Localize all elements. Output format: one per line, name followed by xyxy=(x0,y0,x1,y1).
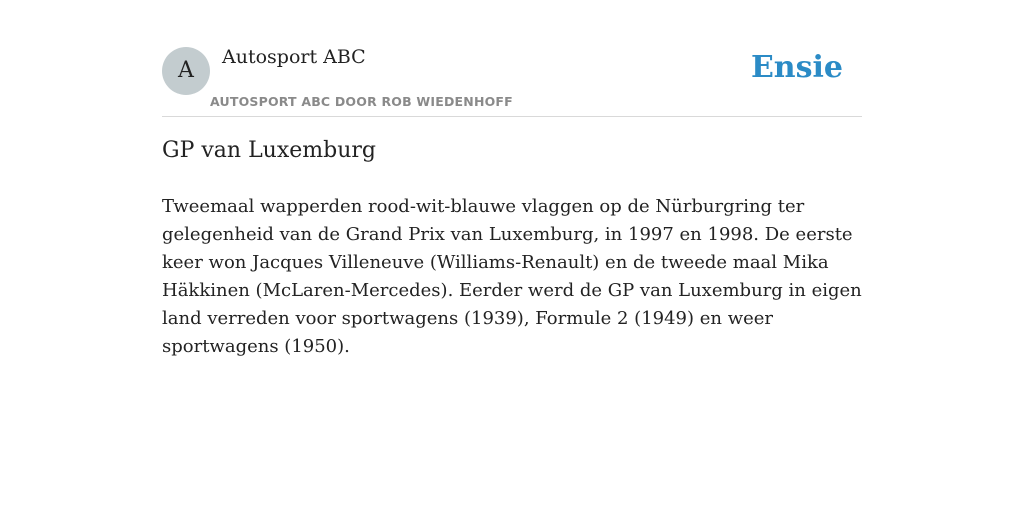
entry-body: Tweemaal wapperden rood-wit-blauwe vlaggen op de Nürburgring ter gelegenheid van de Grand Prix van Luxemburg, in 1997 en 1998. De eerste keer won Jacques Villeneuve (Williams-Renault) en de tweede maal Mika Häkkinen (McLaren-Mercedes). Eerder werd de GP van Luxemburg in eigen land verreden voor sportwagens (1939), Formule 2 (1949) en weer sportwagens (1950). xyxy=(162,196,862,357)
entry-title: GP van Luxemburg xyxy=(162,138,376,163)
entry-header xyxy=(162,44,862,117)
avatar[interactable]: A xyxy=(162,47,210,95)
author-line[interactable]: AUTOSPORT ABC DOOR ROB WIEDENHOFF xyxy=(210,94,513,109)
collection-title[interactable]: Autosport ABC xyxy=(222,46,366,68)
brand-logo[interactable]: Ensie xyxy=(750,50,843,85)
